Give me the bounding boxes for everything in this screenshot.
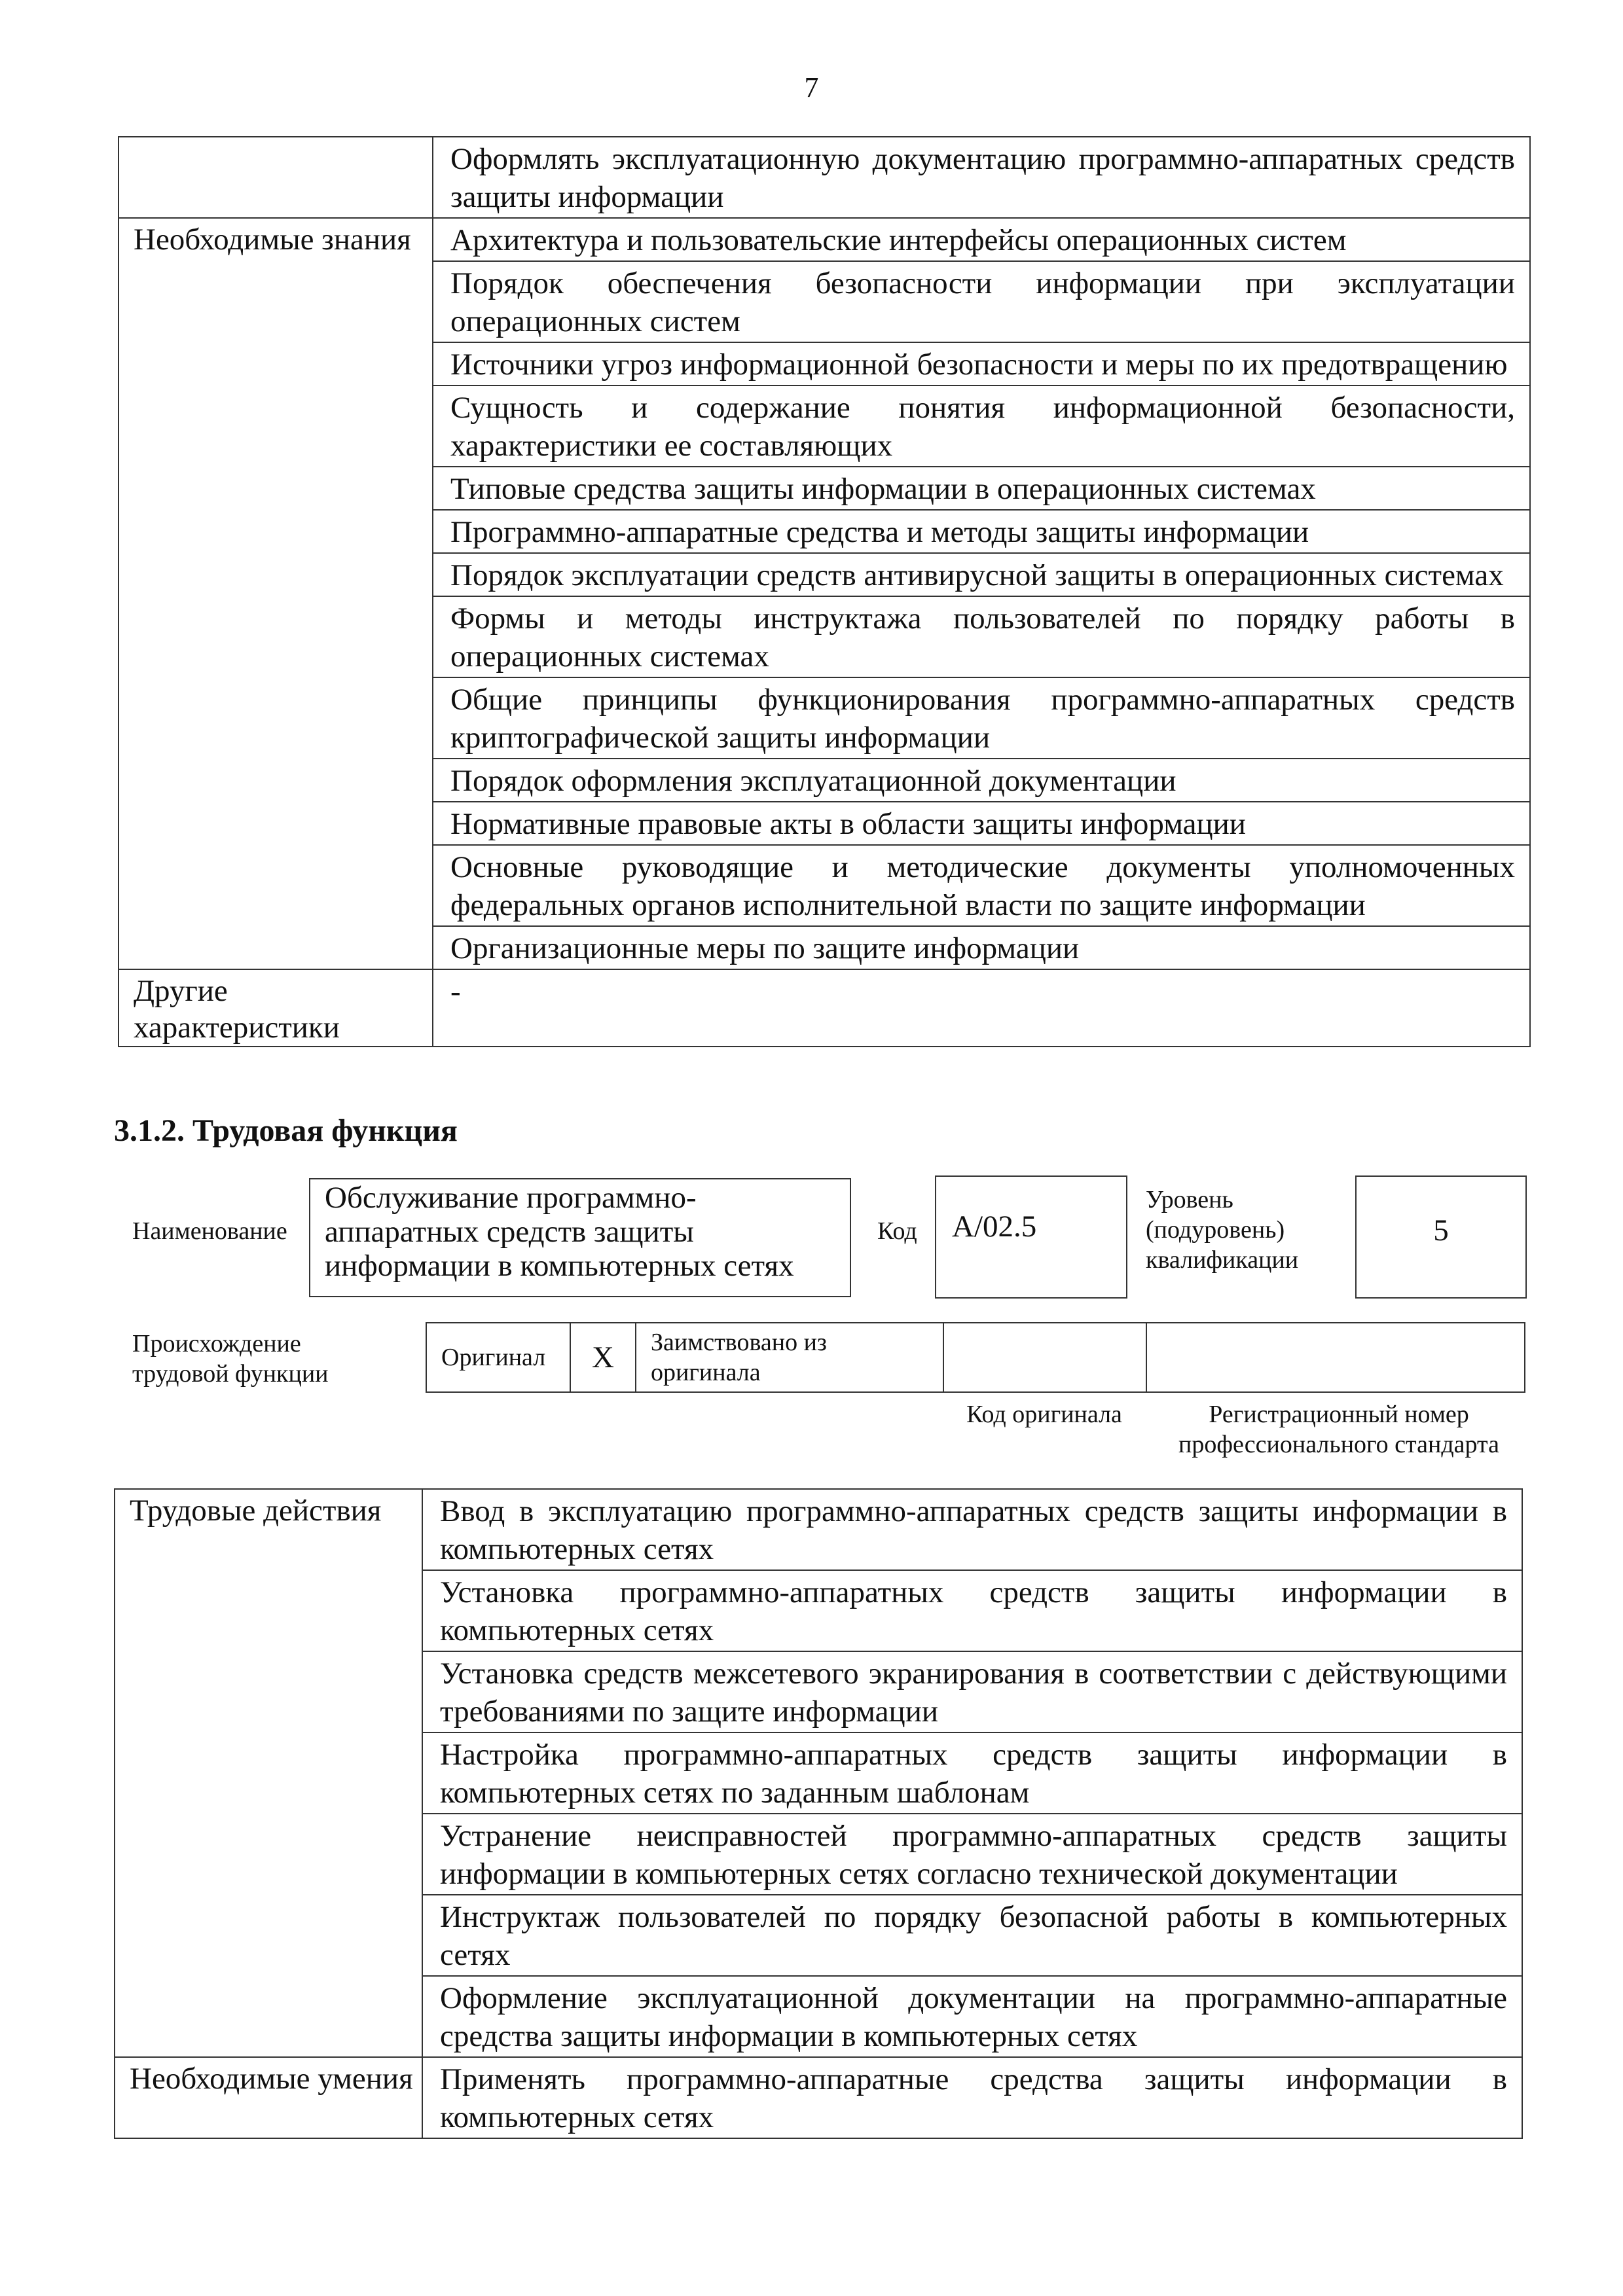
table-row: [115, 2057, 1522, 2138]
row-item: Основные руководящие и методические документы уполномоченных федеральных органов исполнительной власти по защите информации: [433, 845, 1530, 926]
row-item: Сущность и содержание понятия информационной безопасности, характеристики ее составляющих: [433, 386, 1530, 467]
row-item: Общие принципы функционирования программно-аппаратных средств криптографической защиты информации: [433, 677, 1530, 759]
borrowed-label: Заимствовано из оригинала: [636, 1323, 943, 1392]
row-item: Настройка программно-аппаратных средств защиты информации в компьютерных сетях по заданным шаблонам: [422, 1732, 1522, 1814]
reg-number-cell: [1146, 1323, 1525, 1392]
origin-table: [426, 1322, 1525, 1393]
table-row: [119, 218, 1530, 261]
row-item: Устранение неисправностей программно-аппаратных средств защиты информации в компьютерных сетях согласно технической документации: [422, 1814, 1522, 1895]
row-item: Оформлять эксплуатационную документацию программно-аппаратных средств защиты информации: [433, 137, 1530, 218]
code-box: [935, 1175, 1127, 1299]
code-value: A/02.5: [952, 1210, 1037, 1244]
section-heading: 3.1.2. Трудовая функция: [114, 1113, 458, 1148]
level-label: Уровень (подуровень) квалификации: [1146, 1186, 1299, 1274]
level-value: 5: [1433, 1213, 1449, 1247]
table-row: [119, 969, 1530, 1047]
row-item: Нормативные правовые акты в области защиты информации: [433, 802, 1530, 845]
table-row: [115, 1489, 1522, 1570]
knowledge-table: [118, 136, 1531, 1047]
row-item: -: [433, 969, 1530, 1047]
code-label: Код: [877, 1217, 917, 1245]
row-item: Типовые средства защиты информации в операционных системах: [433, 467, 1530, 510]
table-row: [119, 137, 1530, 218]
row-item: Источники угроз информационной безопасности и меры по их предотвращению: [433, 342, 1530, 386]
row-label: Необходимые знания: [119, 218, 433, 969]
row-item: Формы и методы инструктажа пользователей по порядку работы в операционных системах: [433, 596, 1530, 677]
row-item: Порядок обеспечения безопасности информации при эксплуатации операционных систем: [433, 261, 1530, 342]
reg-caption: Регистрационный номер профессионального стандарта: [1178, 1401, 1499, 1458]
original-mark: X: [570, 1323, 636, 1392]
row-item: Программно-аппаратные средства и методы защиты информации: [433, 510, 1530, 553]
name-box: [309, 1178, 851, 1297]
name-value: Обслуживание программно-аппаратных средств защиты информации в компьютерных сетях: [325, 1181, 794, 1283]
row-item: Порядок эксплуатации средств антивирусной защиты в операционных системах: [433, 553, 1530, 596]
row-item: Оформление эксплуатационной документации на программно-аппаратные средства защиты информации в компьютерных сетях: [422, 1976, 1522, 2057]
row-label: Другие характеристики: [119, 969, 433, 1047]
name-label: Наименование: [132, 1217, 287, 1245]
page-number: 7: [804, 71, 819, 103]
row-item: Установка средств межсетевого экранирования в соответствии с действующими требованиями по защите информации: [422, 1651, 1522, 1732]
row-item: Ввод в эксплуатацию программно-аппаратных средств защиты информации в компьютерных сетях: [422, 1489, 1522, 1570]
row-label: Трудовые действия: [115, 1489, 422, 2057]
row-item: Установка программно-аппаратных средств защиты информации в компьютерных сетях: [422, 1570, 1522, 1651]
row-item: Применять программно-аппаратные средства защиты информации в компьютерных сетях: [422, 2057, 1522, 2138]
row-item: Инструктаж пользователей по порядку безопасной работы в компьютерных сетях: [422, 1895, 1522, 1976]
row-label: Необходимые умения: [115, 2057, 422, 2138]
code-caption: Код оригинала: [966, 1401, 1122, 1428]
row-item: Архитектура и пользовательские интерфейсы операционных систем: [433, 218, 1530, 261]
original-code-cell: [943, 1323, 1146, 1392]
row-item: Порядок оформления эксплуатационной документации: [433, 759, 1530, 802]
labor-actions-table: [114, 1488, 1523, 2139]
origin-label: Происхождение трудовой функции: [132, 1330, 329, 1388]
row-item: Организационные меры по защите информации: [433, 926, 1530, 969]
level-box: [1355, 1175, 1527, 1299]
original-label: Оригинал: [426, 1323, 570, 1392]
row-label: [119, 137, 433, 218]
